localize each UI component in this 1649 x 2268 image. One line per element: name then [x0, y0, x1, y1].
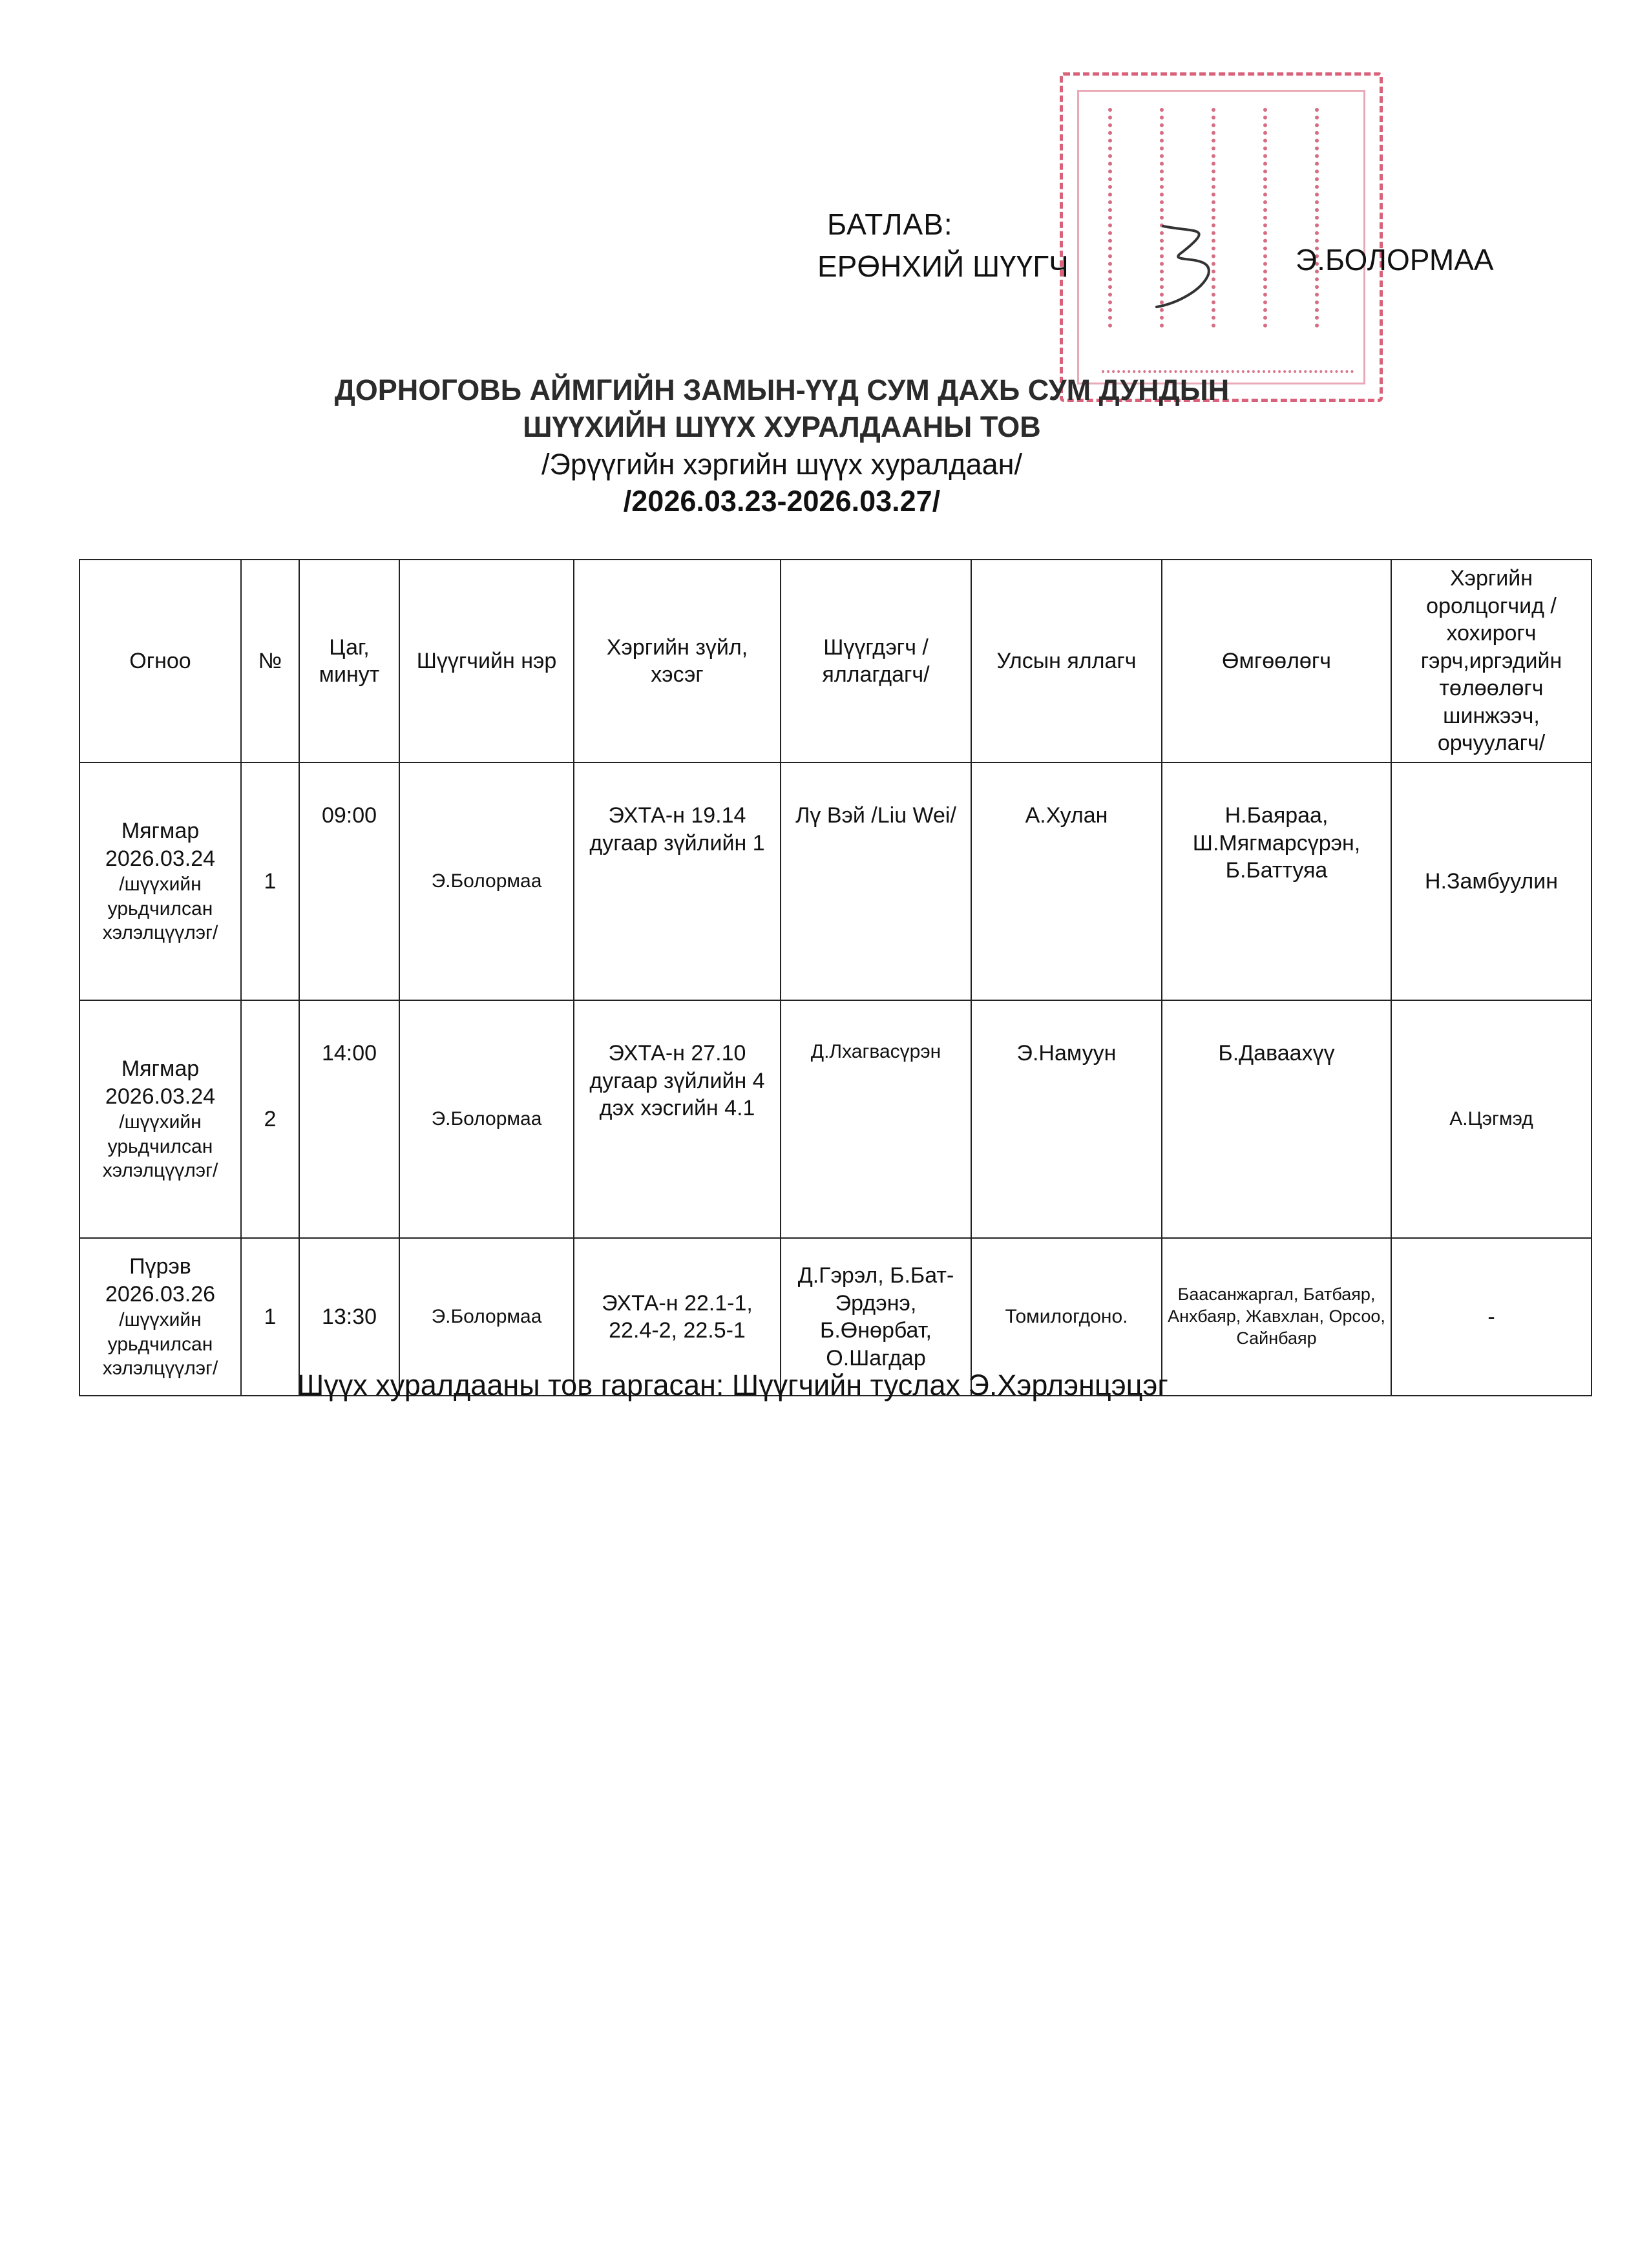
article-cell: ЭХТА-н 19.14 дугаар зүйлийн 1	[574, 762, 781, 1000]
column-header-judge: Шүүгчийн нэр	[399, 560, 574, 762]
prosecutor-cell: Э.Намуун	[971, 1000, 1162, 1238]
column-header-article: Хэргийн зүйл, хэсэг	[574, 560, 781, 762]
lawyer-cell: Баасанжаргал, Батбаяр, Анхбаяр, Жавхлан, Орсоо, Сайнбаяр	[1162, 1238, 1391, 1396]
date-note: /шүүхийн урьдчилсан хэлэлцүүлэг/	[102, 1111, 218, 1182]
judge-cell: Э.Болормаа	[399, 762, 574, 1000]
day-name: Мягмар	[121, 819, 200, 844]
defendant-cell: Д.Лхагвасүрэн	[781, 1000, 971, 1238]
date-value: 2026.03.24	[105, 846, 216, 871]
participants-cell: Н.Замбуулин	[1391, 762, 1591, 1000]
column-header-prosecutor: Улсын яллагч	[971, 560, 1162, 762]
number-cell: 2	[241, 1000, 299, 1238]
prepared-by-note: Шүүх хуралдааны тов гаргасан: Шүүгчийн туслах Э.Хэрлэнцэцэг	[297, 1369, 1168, 1402]
article-cell: ЭХТА-н 27.10 дугаар зүйлийн 4 дэх хэсгийн 4.1	[574, 1000, 781, 1238]
prosecutor-cell: Томилогдоно.	[971, 1238, 1162, 1396]
judge-cell: Э.Болормаа	[399, 1238, 574, 1396]
hearing-schedule-table	[79, 559, 1592, 1396]
judge-cell: Э.Болормаа	[399, 1000, 574, 1238]
column-header-date: Огноо	[79, 560, 241, 762]
table-row	[79, 1000, 1591, 1238]
column-header-participants: Хэргийн оролцогчид /хохирогч гэрч,иргэдийн төлөөлөгч шинжээч, орчуулагч/	[1391, 560, 1591, 762]
approval-label: БАТЛАВ:	[827, 207, 953, 241]
date-note: /шүүхийн урьдчилсан хэлэлцүүлэг/	[102, 874, 218, 944]
prosecutor-cell: А.Хулан	[971, 762, 1162, 1000]
time-cell: 13:30	[299, 1238, 399, 1396]
number-cell: 1	[241, 762, 299, 1000]
defendant-cell: Д.Гэрэл, Б.Бат-Эрдэнэ, Б.Өнөрбат, О.Шагдар	[781, 1238, 971, 1396]
participants-cell: А.Цэгмэд	[1391, 1000, 1591, 1238]
date-cell	[79, 1238, 241, 1396]
lawyer-cell: Б.Даваахүү	[1162, 1000, 1391, 1238]
document-subtitle: /Эрүүгийн хэргийн шүүх хуралдаан/	[541, 448, 1023, 481]
lawyer-cell: Н.Баяраа, Ш.Мягмарсүрэн, Б.Баттуяа	[1162, 762, 1391, 1000]
date-value: 2026.03.24	[105, 1084, 216, 1109]
document-title-line2: ШҮҮХИЙН ШҮҮХ ХУРАЛДААНЫ ТОВ	[523, 410, 1041, 443]
column-header-defendant: Шүүгдэгч /яллагдагч/	[781, 560, 971, 762]
approval-name: Э.БОЛОРМАА	[1296, 243, 1494, 277]
column-header-lawyer: Өмгөөлөгч	[1162, 560, 1391, 762]
article-cell: ЭХТА-н 22.1-1, 22.4-2, 22.5-1	[574, 1238, 781, 1396]
time-cell: 14:00	[299, 1000, 399, 1238]
table-header-row	[79, 560, 1591, 762]
day-name: Пүрэв	[129, 1254, 191, 1279]
date-cell	[79, 1000, 241, 1238]
day-name: Мягмар	[121, 1056, 200, 1082]
defendant-cell: Лү Вэй /Liu Wei/	[781, 762, 971, 1000]
document-title-line1: ДОРНОГОВЬ АЙМГИЙН ЗАМЫН-ҮҮД СУМ ДАХЬ СУМ ДУНДЫН	[334, 373, 1230, 406]
signature	[1137, 213, 1254, 310]
date-value: 2026.03.26	[105, 1281, 216, 1307]
table-row	[79, 762, 1591, 1000]
time-cell: 09:00	[299, 762, 399, 1000]
column-header-number: №	[241, 560, 299, 762]
approval-role: ЕРӨНХИЙ ШҮҮГЧ	[817, 249, 1069, 283]
date-cell	[79, 762, 241, 1000]
column-header-time: Цаг, минут	[299, 560, 399, 762]
participants-cell: -	[1391, 1238, 1591, 1396]
stamp-script-line	[1263, 108, 1287, 328]
schedule-period: /2026.03.23-2026.03.27/	[623, 485, 941, 518]
stamp-script-line	[1108, 108, 1131, 328]
date-note: /шүүхийн урьдчилсан хэлэлцүүлэг/	[102, 1309, 218, 1380]
number-cell: 1	[241, 1238, 299, 1396]
stamp-script-line	[1315, 108, 1338, 328]
